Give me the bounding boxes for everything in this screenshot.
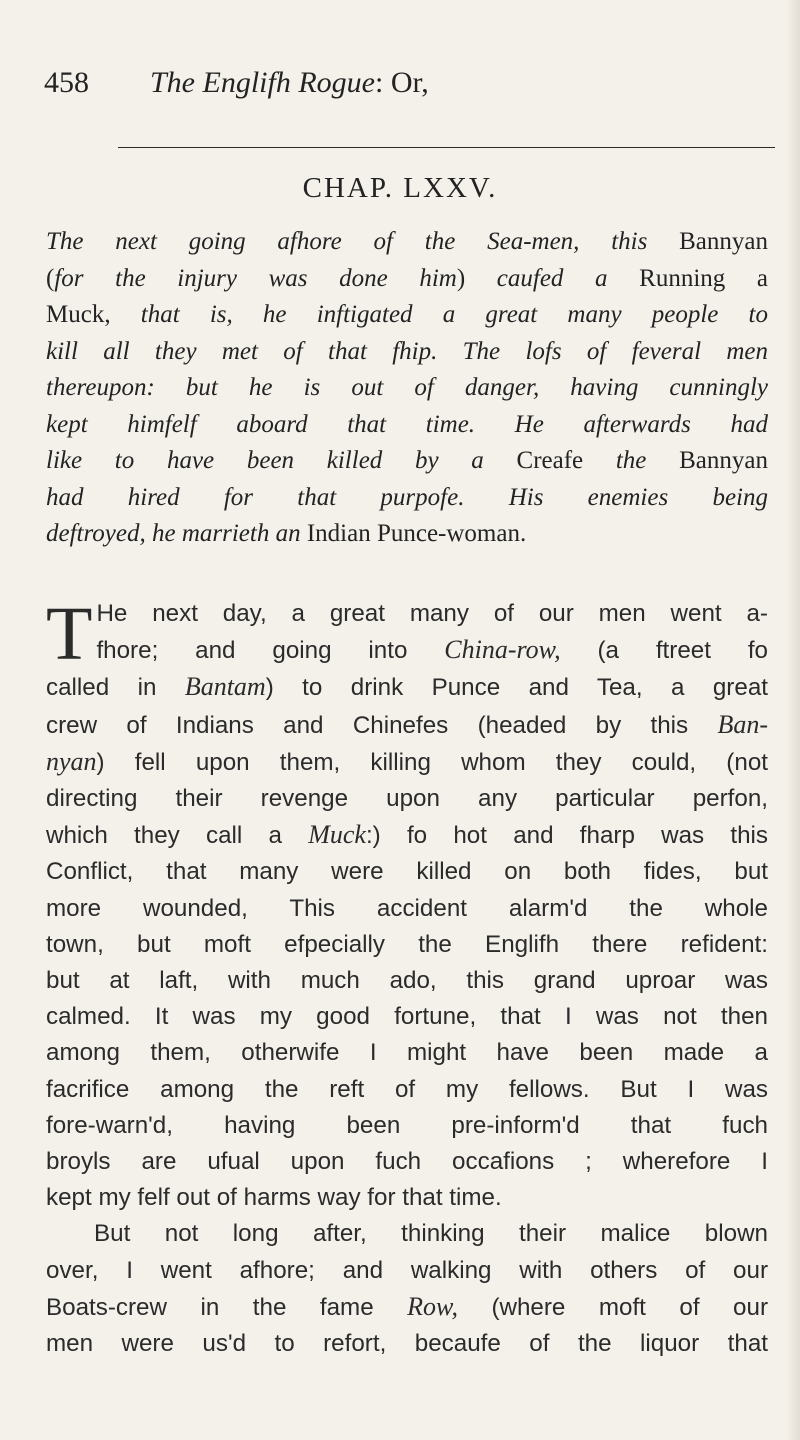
text-line (46, 516, 768, 553)
text-line (46, 1072, 768, 1108)
text-run: Bannyan (679, 228, 768, 255)
italic-text: the (615, 447, 680, 474)
italic-text: nyan (46, 746, 97, 776)
text-line (46, 999, 768, 1035)
page-number: 458 (44, 66, 89, 99)
text-run: :) fo hot and fharp was this (365, 822, 768, 850)
italic-text: had hired for that purpofe. His enemies being (46, 483, 768, 511)
body-text (46, 596, 768, 1362)
running-title-italic: The Englifh Rogue (150, 66, 375, 99)
page-edge-shadow (786, 0, 800, 1440)
drop-cap: T (46, 596, 93, 676)
text-run: Creafe (516, 447, 616, 474)
text-line (46, 927, 768, 963)
text-run: Running a (639, 264, 769, 292)
header-rule (118, 147, 775, 148)
page-header (44, 66, 764, 106)
text-line (46, 1326, 768, 1362)
text-run: crew of Indians and Chinefes (headed by this (46, 711, 718, 739)
paragraph-2 (46, 1216, 768, 1362)
text-line (46, 854, 768, 890)
running-title-rest: : Or, (374, 66, 429, 99)
text-line (46, 1108, 768, 1144)
text-run: called in (46, 674, 185, 702)
italic-text: Ban- (717, 709, 768, 739)
text-line (46, 407, 768, 444)
italic-text: for the injury was done him (54, 264, 457, 292)
text-line (46, 669, 768, 706)
text-run: (a ftreet fo (560, 637, 768, 665)
text-line (46, 1035, 768, 1071)
chapter-summary (46, 224, 768, 553)
text-run: Muck, (46, 301, 141, 328)
text-run: over, I went afhore; and walking with others of our (46, 1256, 768, 1284)
text-run: among them, otherwife I might have been made a (46, 1039, 768, 1067)
italic-text: that is, he inftigated a great many people to (140, 301, 768, 328)
text-line (46, 744, 768, 781)
text-line (46, 1144, 768, 1180)
text-run: but at laft, with much ado, this grand uproar was (46, 967, 768, 995)
text-run: broyls are ufual upon fuch occafions ; wherefore I (46, 1148, 768, 1176)
text-run: men were us'd to refort, becaufe of the liquor that (46, 1330, 768, 1358)
italic-text: Bantam (184, 672, 266, 702)
text-run: which they call a (46, 822, 309, 850)
running-title (150, 66, 429, 100)
text-line (46, 1216, 768, 1252)
italic-text: kill all they met of that fhip. The lofs of feveral men (46, 337, 768, 365)
paragraph-1 (46, 596, 768, 1216)
text-run: facrifice among the reft of my fellows. But I was (46, 1075, 768, 1103)
text-run: fhore; and going into (96, 637, 445, 665)
text-run: Bannyan (679, 447, 768, 474)
italic-text: deftroyed, he marrieth an (46, 520, 307, 547)
text-line (46, 963, 768, 999)
text-run: He next day, a great many of our men went a- (96, 600, 768, 627)
italic-text: kept himfelf aboard that time. He afterwards had (46, 410, 768, 438)
chapter-heading: CHAP. LXXV. (302, 172, 498, 204)
italic-text: The next going afhore of the Sea-men, this (46, 228, 680, 255)
text-line (46, 370, 768, 407)
text-line (46, 224, 768, 261)
text-line (46, 891, 768, 927)
text-run: ) fell upon them, killing whom they could, (not (96, 748, 768, 776)
text-line (46, 1253, 768, 1289)
italic-text: like to have been killed by a (46, 447, 517, 474)
text-run: But not long after, thinking their malice blown (94, 1220, 768, 1248)
text-run: directing their revenge upon any particular perfon, (46, 785, 768, 813)
italic-text: Row, (407, 1291, 458, 1321)
text-line (46, 632, 768, 669)
text-line (46, 334, 768, 371)
text-run: fore-warn'd, having been pre-inform'd that fuch (46, 1111, 768, 1139)
text-line (46, 817, 768, 854)
text-run: ( (46, 264, 55, 292)
text-line (46, 443, 768, 480)
text-run: Indian Punce-woman. (306, 520, 527, 547)
text-run: Conflict, that many were killed on both fides, but (46, 858, 768, 886)
text-line (46, 480, 768, 517)
text-run: town, but moft efpecially the Englifh there refident: (46, 930, 768, 958)
text-line (46, 596, 768, 632)
text-run: kept my felf out of harms way for that time. (46, 1184, 502, 1212)
text-run: Boats-crew in the fame (46, 1293, 408, 1321)
text-line (46, 297, 768, 334)
text-run: (where moft of our (457, 1293, 769, 1321)
text-line (46, 1180, 768, 1216)
text-run: more wounded, This accident alarm'd the whole (46, 894, 768, 922)
text-run: ) (456, 264, 497, 292)
text-line (46, 261, 768, 298)
italic-text: caufed a (496, 264, 640, 292)
italic-text: China-row, (444, 635, 561, 665)
text-line (46, 1289, 768, 1326)
text-run: ) to drink Punce and Tea, a great (265, 674, 768, 702)
italic-text: thereupon: but he is out of danger, having cunningly (46, 374, 768, 401)
text-line (46, 781, 768, 817)
italic-text: Muck (308, 820, 366, 850)
text-line (46, 707, 768, 744)
text-run: calmed. It was my good fortune, that I was not then (46, 1003, 768, 1031)
